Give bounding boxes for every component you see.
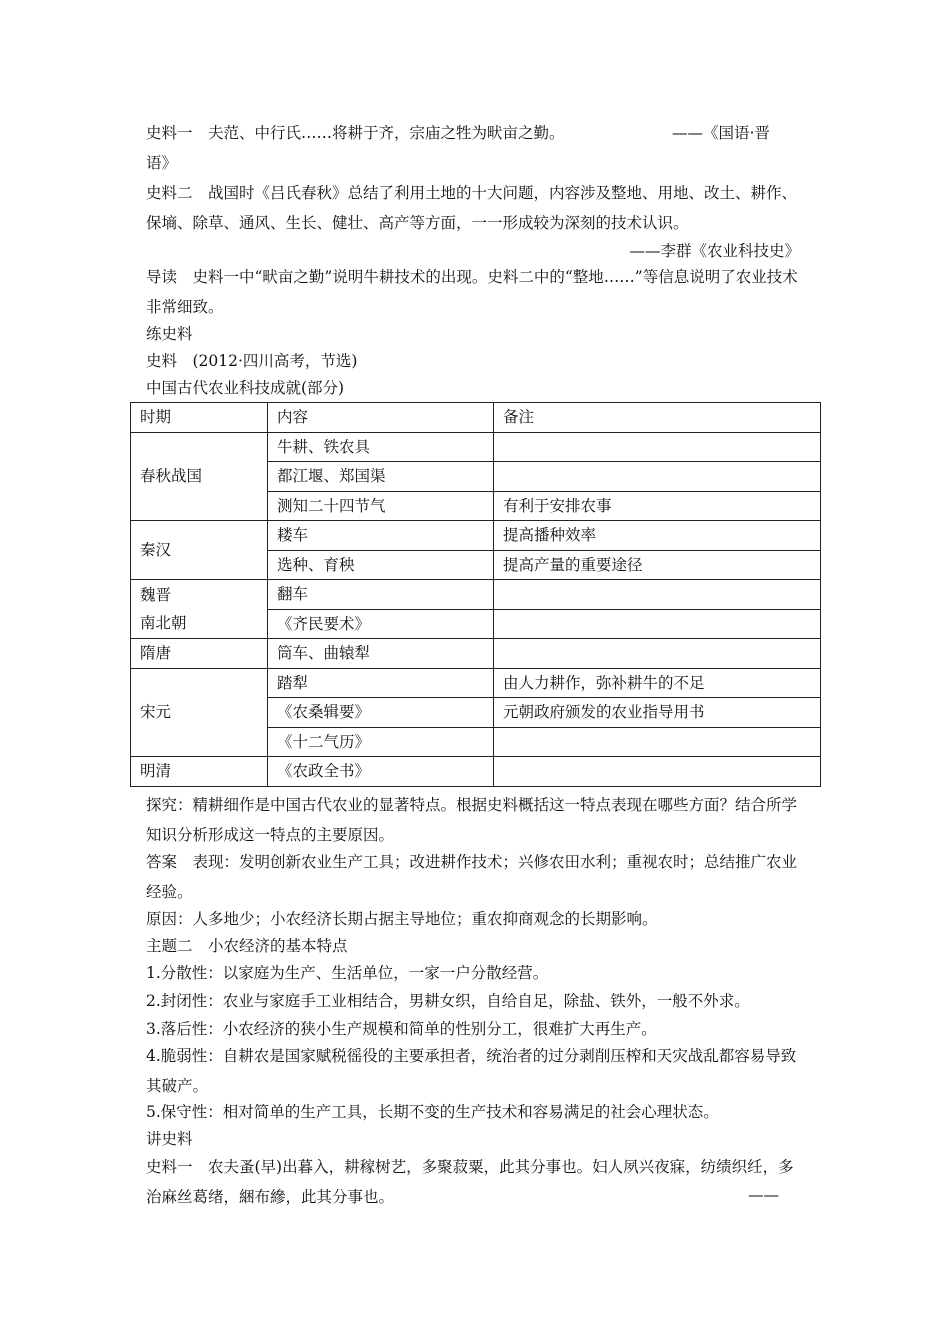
answer-paragraph: 答案 表现：发明创新农业生产工具；改进耕作技术；兴修农田水利；重视农时；总结推广农业经验。 [146,853,798,901]
period-cell: 宋元 [131,668,268,757]
period-weijin-line2: 南北朝 [140,614,187,632]
table-row [131,580,821,610]
theme-two-heading: 主题二 小农经济的基本特点 [146,937,348,955]
header-note: 备注 [494,403,821,433]
note-cell: 有利于安排农事 [494,491,821,521]
point-4: 4.脆弱性：自耕农是国家赋税徭役的主要承担者，统治者的过分剥削压榨和天灾战乱都容易导致其破产。 [146,1047,797,1095]
agri-tech-table [130,402,821,787]
source-one-text: 史料一 夫范、中行氏……将耕于齐，宗庙之牲为畎亩之勤。 [146,124,565,142]
note-cell: 由人力耕作，弥补耕牛的不足 [494,668,821,698]
table-row [131,521,821,551]
source-one-citation [672,118,770,148]
content-cell: 选种、育秧 [268,550,494,580]
content-cell: 牛耕、铁农具 [268,432,494,462]
source-two-paragraph: 史料二 战国时《吕氏春秋》总结了利用土地的十大问题，内容涉及整地、用地、改土、耕作、保墒、除草、通风、生长、健壮、高产等方面，一一形成较为深刻的技术认识。 [146,184,798,232]
source-one-citation-cont [146,148,177,178]
content-cell: 踏犁 [268,668,494,698]
table-row [131,668,821,698]
content-cell: 《农桑辑要》 [268,698,494,728]
source-one-line [146,118,565,148]
period-cell: 明清 [131,757,268,787]
table-row [131,432,821,462]
period-cell: 隋唐 [131,639,268,669]
header-content: 内容 [268,403,494,433]
content-cell: 耧车 [268,521,494,551]
point-3: 3.落后性：小农经济的狭小生产规模和简单的性别分工，很难扩大再生产。 [146,1020,657,1038]
lecture-heading: 讲史料 [146,1130,193,1148]
source-two-citation-text: ——李群《农业科技史》 [629,242,800,260]
note-cell [494,639,821,669]
header-period: 时期 [131,403,268,433]
point-2: 2.封闭性：农业与家庭手工业相结合，男耕女织，自给自足，除盐、铁外，一般不外求。 [146,992,750,1010]
source-one-citation-text: ——《国语·晋 [672,124,770,142]
note-cell [494,432,821,462]
note-cell: 提高产量的重要途径 [494,550,821,580]
last-source-paragraph: 史料一 农夫蚤(早)出暮入，耕稼树艺，多聚菽粟，此其分事也。妇人夙兴夜寐，纺绩织纴，多治麻丝葛绪，綑布縿，此其分事也。 [146,1158,794,1206]
point-5: 5.保守性：相对简单的生产工具，长期不变的生产技术和容易满足的社会心理状态。 [146,1103,719,1121]
table-row [131,757,821,787]
content-cell: 《农政全书》 [268,757,494,787]
table-header-row [131,403,821,433]
period-cell: 春秋战国 [131,432,268,521]
content-cell: 《齐民要术》 [268,609,494,639]
source-one-citation-cont-text: 语》 [146,154,178,172]
content-cell: 《十二气历》 [268,727,494,757]
note-cell [494,727,821,757]
note-cell [494,757,821,787]
inquiry-paragraph: 探究：精耕细作是中国古代农业的显著特点。根据史料概括这一特点表现在哪些方面？结合所学知识分析形成这一特点的主要原因。 [146,796,798,844]
period-weijin-line1: 魏晋 [140,586,172,604]
point-1: 1.分散性：以家庭为生产、生活单位，一家一户分散经营。 [146,964,549,982]
note-cell [494,609,821,639]
practice-heading: 练史料 [146,325,193,343]
table-title: 中国古代农业科技成就(部分) [146,379,345,397]
period-cell-weijin [131,580,268,639]
content-cell: 筒车、曲辕犁 [268,639,494,669]
note-cell: 元朝政府颁发的农业指导用书 [494,698,821,728]
note-cell: 提高播种效率 [494,521,821,551]
guide-paragraph: 导读 史料一中“畎亩之勤”说明牛耕技术的出现。史料二中的“整地……”等信息说明了农业技术非常细致。 [146,268,798,316]
table-row [131,639,821,669]
last-source-dash: —— [748,1186,779,1204]
reason-paragraph: 原因：人多地少；小农经济长期占据主导地位；重农抑商观念的长期影响。 [146,910,658,928]
period-cell: 秦汉 [131,521,268,580]
content-cell: 都江堰、郑国渠 [268,462,494,492]
content-cell: 测知二十四节气 [268,491,494,521]
content-cell: 翻车 [268,580,494,610]
exam-source-line: 史料 (2012·四川高考，节选) [146,352,358,370]
note-cell [494,580,821,610]
note-cell [494,462,821,492]
